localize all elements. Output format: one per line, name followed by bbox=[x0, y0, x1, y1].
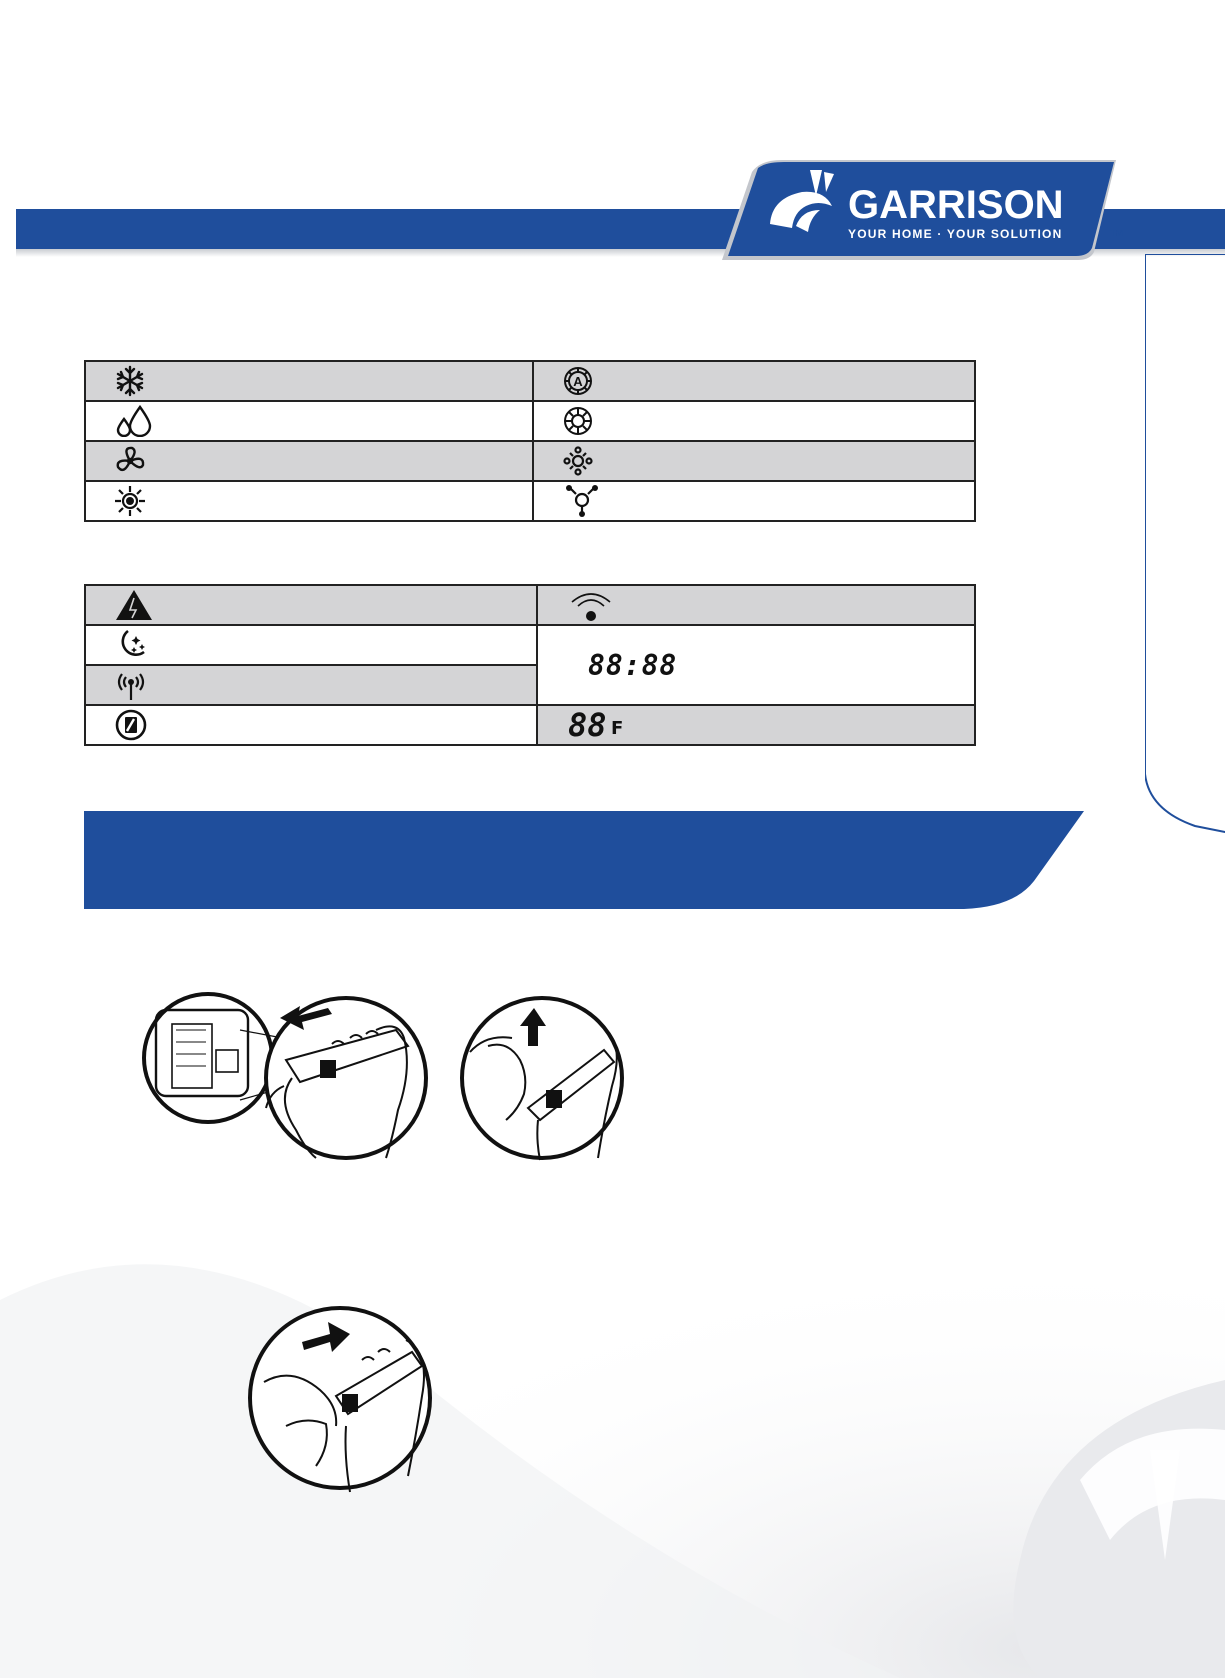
logo-wordmark: GARRISON bbox=[848, 183, 1064, 227]
side-tab bbox=[1145, 254, 1225, 834]
illustration-replace-battery-cover bbox=[246, 1296, 436, 1498]
table-row bbox=[85, 585, 975, 625]
table-cell bbox=[85, 625, 537, 665]
mode-indicator-table bbox=[84, 360, 976, 522]
illustration-remove-battery-cover bbox=[136, 990, 436, 1168]
temperature-unit: F bbox=[610, 718, 624, 739]
sun-heat-icon bbox=[114, 485, 146, 517]
section-band bbox=[84, 811, 1084, 909]
garrison-logo bbox=[722, 152, 1126, 264]
table-cell bbox=[533, 401, 975, 441]
table-cell bbox=[537, 585, 975, 625]
signal-transmit-icon bbox=[566, 588, 616, 622]
temperature-display: 88 bbox=[568, 706, 607, 744]
table-cell bbox=[85, 441, 533, 481]
fan-high-speed-icon bbox=[562, 405, 594, 437]
snowflake-cool-icon bbox=[114, 365, 146, 397]
antenna-icon bbox=[114, 668, 148, 702]
table-cell bbox=[533, 441, 975, 481]
svg-text:A: A bbox=[573, 374, 583, 389]
table-cell bbox=[85, 705, 537, 745]
table-row bbox=[85, 361, 975, 401]
table-cell bbox=[85, 361, 533, 401]
lock-circle-icon bbox=[114, 708, 148, 742]
table-cell bbox=[85, 401, 533, 441]
fan-auto-speed-icon bbox=[562, 365, 594, 397]
table-cell-temperature bbox=[537, 705, 975, 745]
table-row bbox=[85, 705, 975, 745]
table-cell bbox=[85, 481, 533, 521]
fan-low-speed-icon bbox=[562, 484, 602, 518]
trademark-symbol: TM bbox=[1110, 228, 1123, 238]
table-cell bbox=[85, 665, 537, 705]
water-drops-dry-icon bbox=[114, 405, 152, 437]
fan-medium-speed-icon bbox=[562, 445, 594, 477]
table-cell bbox=[533, 481, 975, 521]
logo-tagline: YOUR HOME · YOUR SOLUTION bbox=[848, 227, 1063, 241]
moon-sleep-icon bbox=[114, 628, 148, 662]
table-row bbox=[85, 625, 975, 665]
warning-triangle-icon bbox=[114, 588, 154, 622]
clock-display: 88:88 bbox=[588, 648, 678, 682]
illustration-lift-battery-cover bbox=[458, 990, 626, 1166]
table-row bbox=[85, 401, 975, 441]
table-cell bbox=[533, 361, 975, 401]
status-indicator-table bbox=[84, 584, 976, 746]
table-cell bbox=[85, 585, 537, 625]
fan-mode-icon bbox=[114, 445, 146, 477]
table-row bbox=[85, 481, 975, 521]
table-cell-clock bbox=[537, 625, 975, 705]
table-row bbox=[85, 441, 975, 481]
